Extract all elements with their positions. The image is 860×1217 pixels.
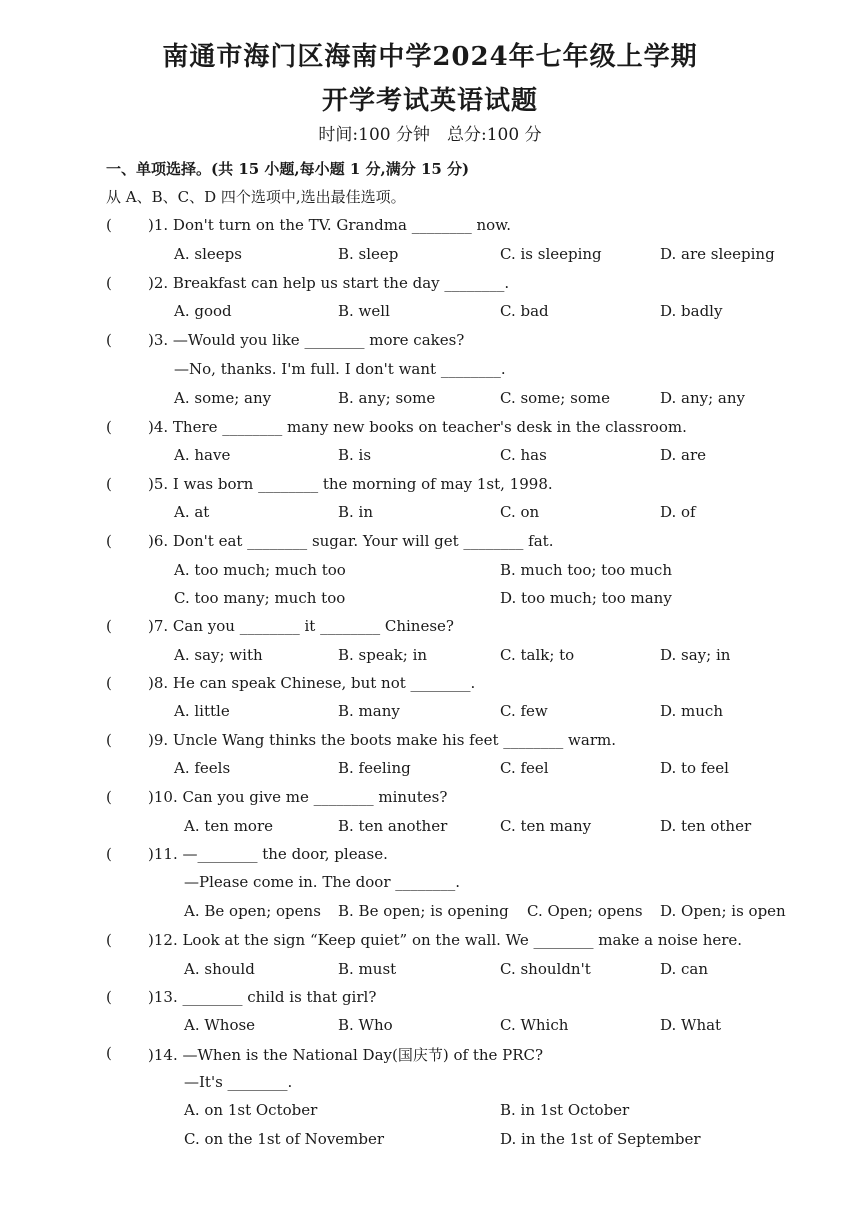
answer-paren-12: ( [106,931,112,949]
answer-paren-6: ( [106,532,112,550]
q2-option-a: A. good [174,302,232,320]
answer-paren-11: ( [106,845,112,863]
question-10-stem: )10. Can you give me ________ minutes? [148,788,448,806]
question-2-stem: )2. Breakfast can help us start the day ________. [148,274,510,292]
q14-option-c: C. on the 1st of November [184,1130,385,1148]
q3-option-b: B. any; some [338,389,436,407]
q10-option-d: D. ten other [660,817,752,835]
q8-option-b: B. many [338,702,400,720]
q14-option-d: D. in the 1st of September [500,1130,701,1148]
q13-option-b: B. Who [338,1016,393,1034]
q10-option-b: B. ten another [338,817,448,835]
answer-paren-5: ( [106,475,112,493]
q14-option-a: A. on 1st October [184,1101,318,1119]
q4-option-d: D. are [660,446,707,464]
question-11-stem-2: —Please come in. The door ________. [184,873,461,891]
question-4-stem: )4. There ________ many new books on teacher's desk in the classroom. [148,418,687,436]
q1-option-b: B. sleep [338,245,399,263]
exam-time-info: 时间:100 分钟 总分:100 分 [318,125,542,145]
q11-option-a: A. Be open; opens [184,902,321,920]
answer-paren-4: ( [106,418,112,436]
q9-option-b: B. feeling [338,759,411,777]
question-14-stem: )14. —When is the National Day(国庆节) of the PRC? [148,1046,544,1064]
question-11-stem: )11. —________ the door, please. [148,845,388,863]
q5-option-a: A. at [174,503,210,521]
question-8-stem: )8. He can speak Chinese, but not ________. [148,674,476,692]
question-1-stem: )1. Don't turn on the TV. Grandma ________ now. [148,216,511,234]
q13-option-c: C. Which [500,1016,569,1034]
q3-option-a: A. some; any [174,389,272,407]
q11-option-d: D. Open; is open [660,902,786,920]
answer-paren-7: ( [106,617,112,635]
q8-option-c: C. few [500,702,548,720]
question-12-stem: )12. Look at the sign “Keep quiet” on the wall. We ________ make a noise here. [148,931,743,949]
q5-option-d: D. of [660,503,696,521]
q3-option-d: D. any; any [660,389,746,407]
q7-option-c: C. talk; to [500,646,575,664]
q4-option-b: B. is [338,446,372,464]
q11-option-c: C. Open; opens [527,902,643,920]
q12-option-a: A. should [184,960,255,978]
answer-paren-13: ( [106,988,112,1006]
exam-title-line2: 开学考试英语试题 [321,86,538,116]
q10-option-c: C. ten many [500,817,592,835]
q8-option-a: A. little [174,702,230,720]
question-14-stem-2: —It's ________. [184,1073,293,1091]
answer-paren-8: ( [106,674,112,692]
q8-option-d: D. much [660,702,723,720]
q13-option-a: A. Whose [184,1016,256,1034]
answer-paren-2: ( [106,274,112,292]
q7-option-a: A. say; with [174,646,263,664]
q2-option-d: D. badly [660,302,723,320]
section-heading: 一、单项选择。(共 15 小题,每小题 1 分,满分 15 分) [106,160,470,178]
exam-title-line1: 南通市海门区海南中学2024年七年级上学期 [162,42,698,72]
q9-option-a: A. feels [174,759,231,777]
q14-option-b: B. in 1st October [500,1101,630,1119]
answer-paren-10: ( [106,788,112,806]
answer-paren-14: ( [106,1044,112,1062]
q2-option-b: B. well [338,302,390,320]
answer-paren-1: ( [106,216,112,234]
q4-option-c: C. has [500,446,547,464]
q11-option-b: B. Be open; is opening [338,902,509,920]
section-instruction: 从 A、B、C、D 四个选项中,选出最佳选项。 [106,188,406,206]
q7-option-b: B. speak; in [338,646,428,664]
q3-option-c: C. some; some [500,389,610,407]
q12-option-d: D. can [660,960,709,978]
question-9-stem: )9. Uncle Wang thinks the boots make his feet ________ warm. [148,731,616,749]
q1-option-c: C. is sleeping [500,245,602,263]
question-5-stem: )5. I was born ________ the morning of may 1st, 1998. [148,475,553,493]
q1-option-a: A. sleeps [174,245,242,263]
question-7-stem: )7. Can you ________ it ________ Chinese? [148,617,454,635]
q2-option-c: C. bad [500,302,549,320]
q12-option-c: C. shouldn't [500,960,591,978]
answer-paren-9: ( [106,731,112,749]
q10-option-a: A. ten more [184,817,274,835]
q12-option-b: B. must [338,960,397,978]
q6-option-d: D. too much; too many [500,589,672,607]
q6-option-b: B. much too; too much [500,561,672,579]
q7-option-d: D. say; in [660,646,731,664]
q1-option-d: D. are sleeping [660,245,775,263]
q6-option-c: C. too many; much too [174,589,346,607]
question-3-stem: )3. —Would you like ________ more cakes? [148,331,465,349]
question-6-stem: )6. Don't eat ________ sugar. Your will get ________ fat. [148,532,554,550]
q4-option-a: A. have [174,446,231,464]
q5-option-c: C. on [500,503,540,521]
question-3-stem-2: —No, thanks. I'm full. I don't want ________. [174,360,506,378]
q9-option-d: D. to feel [660,759,729,777]
q9-option-c: C. feel [500,759,549,777]
q13-option-d: D. What [660,1016,722,1034]
q5-option-b: B. in [338,503,374,521]
question-13-stem: )13. ________ child is that girl? [148,988,377,1006]
answer-paren-3: ( [106,331,112,349]
q6-option-a: A. too much; much too [174,561,346,579]
